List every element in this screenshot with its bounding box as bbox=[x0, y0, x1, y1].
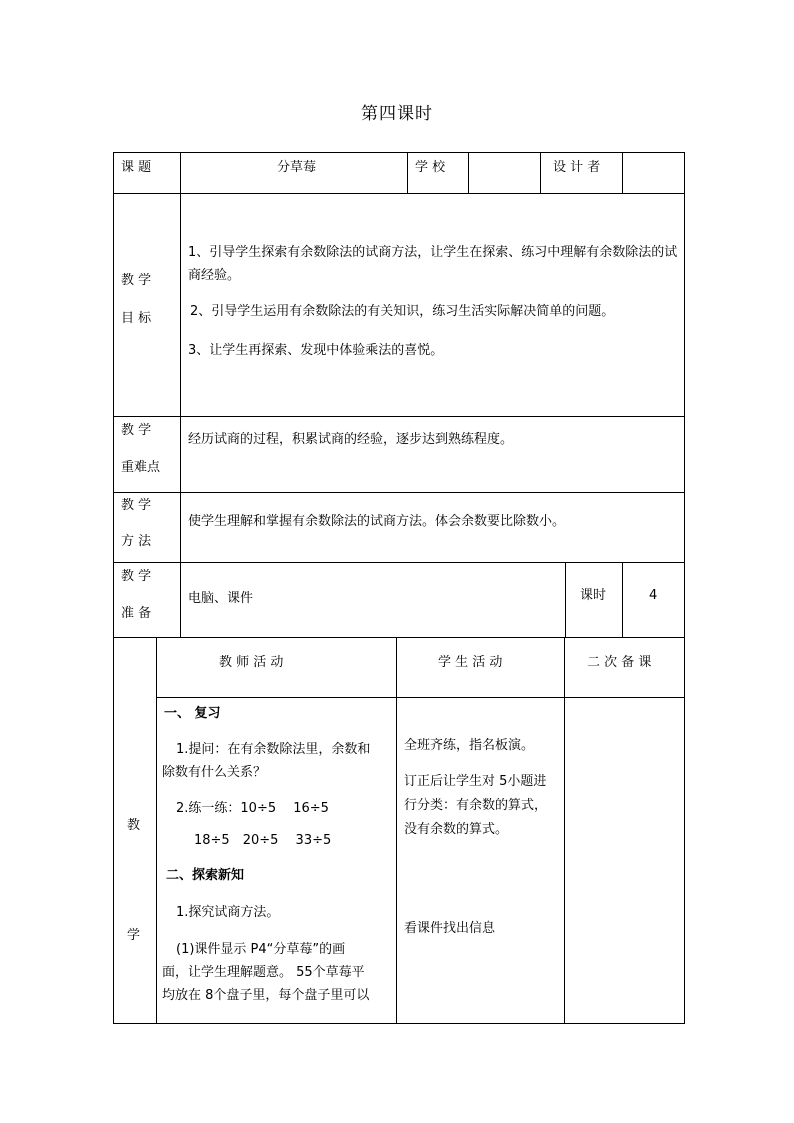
teacher-step-2-line1: (1)课件显示 P4“分草莓”的画 bbox=[176, 942, 346, 957]
period-label: 课时 bbox=[580, 588, 607, 603]
school-label: 学 校 bbox=[415, 160, 446, 175]
goal-item-2: 2、引导学生运用有余数除法的有关知识，练习生活实际解决简单的问题。 bbox=[190, 304, 615, 319]
student-activity-2-line2: 行分类：有余数的算式， bbox=[404, 798, 548, 813]
row-divider bbox=[113, 193, 685, 194]
key-points-label-line1: 教 学 bbox=[121, 423, 152, 438]
row-divider bbox=[156, 697, 685, 698]
method-label-line1: 教 学 bbox=[121, 498, 152, 513]
teacher-heading-review: 一、 复习 bbox=[164, 706, 221, 721]
teacher-heading-explore: 二、探索新知 bbox=[166, 868, 245, 883]
period-value: 4 bbox=[649, 588, 658, 603]
goal-item-1: 1、引导学生探索有余数除法的试商方法，让学生在探索、练习中理解有余数除法的试商经验。 bbox=[188, 245, 678, 283]
row-divider bbox=[113, 492, 685, 493]
teacher-step-2-line3: 均放在 8个盘子里，每个盘子里可以 bbox=[162, 988, 370, 1003]
col-second-header: 二 次 备 课 bbox=[587, 655, 652, 670]
col-divider bbox=[622, 152, 623, 194]
table-border-bottom bbox=[113, 1023, 685, 1024]
goals-label-line1: 教 学 bbox=[121, 273, 152, 288]
teacher-exercise-line1: 2.练一练：10÷5 16÷5 bbox=[176, 801, 329, 816]
prep-text: 电脑、课件 bbox=[188, 591, 254, 606]
page-title: 第四课时 bbox=[361, 104, 433, 124]
student-activity-2-line1: 订正后让学生对 5小题进 bbox=[404, 774, 547, 789]
col-divider bbox=[468, 152, 469, 194]
col-divider bbox=[565, 562, 566, 638]
student-activity-1: 全班齐练，指名板演。 bbox=[404, 738, 535, 753]
col-divider bbox=[156, 637, 157, 1024]
teacher-question-line2: 除数有什么关系？ bbox=[162, 765, 267, 780]
teacher-step-1: 1.探究试商方法。 bbox=[176, 905, 280, 920]
row-divider bbox=[113, 637, 685, 638]
process-side-label-1: 教 bbox=[127, 818, 141, 833]
student-activity-3: 看课件找出信息 bbox=[404, 921, 496, 936]
topic-value: 分草莓 bbox=[277, 160, 317, 175]
col-divider bbox=[622, 562, 623, 638]
col-divider bbox=[564, 637, 565, 1024]
col-divider bbox=[180, 152, 181, 638]
col-divider bbox=[396, 637, 397, 1024]
table-border-top bbox=[113, 152, 685, 153]
teacher-question-line1: 1.提问：在有余数除法里，余数和 bbox=[176, 742, 371, 757]
table-border-right bbox=[684, 152, 685, 1024]
row-divider bbox=[113, 562, 685, 563]
method-text: 使学生理解和掌握有余数除法的试商方法。体会余数要比除数小。 bbox=[188, 514, 566, 529]
teacher-exercise-line2: 18÷5 20÷5 33÷5 bbox=[194, 833, 332, 848]
col-teacher-header: 教 师 活 动 bbox=[219, 655, 284, 670]
designer-label: 设 计 者 bbox=[553, 160, 601, 175]
col-divider bbox=[407, 152, 408, 194]
col-divider bbox=[540, 152, 541, 194]
table-border-left bbox=[113, 152, 114, 1024]
row-divider bbox=[113, 416, 685, 417]
prep-label-line2: 准 备 bbox=[121, 606, 152, 621]
goal-item-3: 3、让学生再探索、发现中体验乘法的喜悦。 bbox=[188, 343, 444, 358]
teacher-step-2-line2: 面，让学生理解题意。 55个草莓平 bbox=[162, 965, 365, 980]
goals-label-line2: 目 标 bbox=[121, 311, 152, 326]
student-activity-2-line3: 没有余数的算式。 bbox=[404, 822, 509, 837]
process-side-label-2: 学 bbox=[127, 928, 141, 943]
topic-label: 课 题 bbox=[121, 160, 152, 175]
key-points-label-line2: 重难点 bbox=[121, 460, 161, 475]
key-points-text: 经历试商的过程，积累试商的经验，逐步达到熟练程度。 bbox=[188, 432, 514, 447]
method-label-line2: 方 法 bbox=[121, 534, 152, 549]
col-student-header: 学 生 活 动 bbox=[438, 655, 503, 670]
prep-label-line1: 教 学 bbox=[121, 569, 152, 584]
